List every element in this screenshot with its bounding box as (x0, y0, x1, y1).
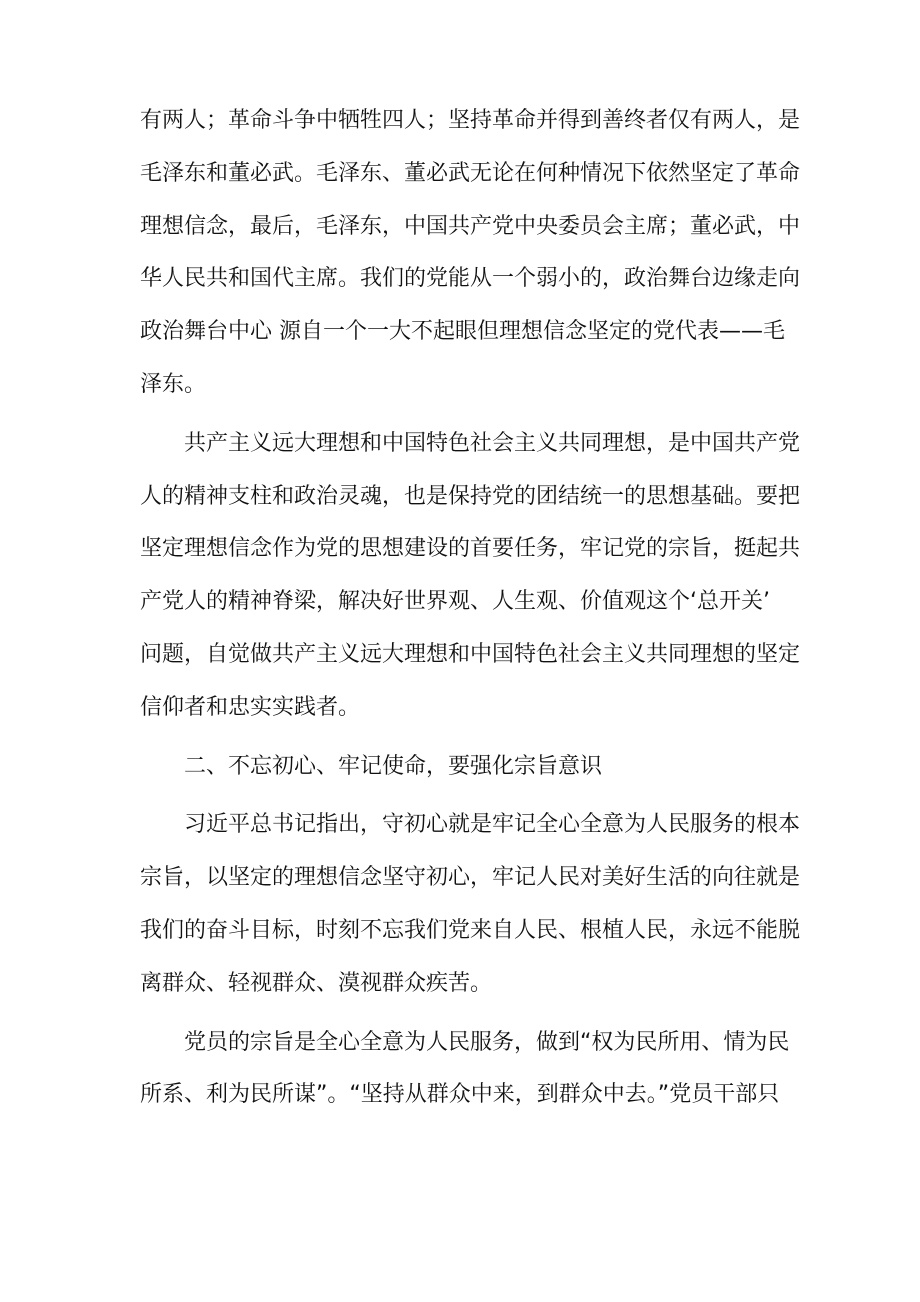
text-line: 宗旨，以坚定的理想信念坚守初心，牢记人民对美好生活的向往就是 (140, 865, 801, 891)
text-line: 离群众、轻视群众、漠视群众疾苦。 (140, 970, 493, 996)
paragraph-1 (140, 95, 801, 412)
text-line: 所系、利为民所谋”。“坚持从群众中来，到群众中去。”党员干部只 (140, 1082, 780, 1108)
text-line: 理想信念，最后，毛泽东，中国共产党中央委员会主席；董必武，中 (140, 213, 801, 239)
text-line: 问题，自觉做共产主义远大理想和中国特色社会主义共同理想的坚定 (140, 641, 801, 667)
text-line: 人的精神支柱和政治灵魂，也是保持党的团结统一的思想基础。要把 (140, 483, 801, 509)
text-line: 我们的奋斗目标，时刻不忘我们党来自人民、根植人民，永远不能脱 (140, 917, 801, 943)
text-line: 有两人；革命斗争中牺牲四人；坚持革命并得到善终者仅有两人，是 (140, 108, 801, 133)
text-line: 政治舞台中心 源自一个一大不起眼但理想信念坚定的党代表——毛 (140, 319, 785, 345)
document-body (140, 95, 801, 1122)
text-line: 泽东。 (140, 371, 207, 397)
text-line: 坚定理想信念作为党的思想建设的首要任务，牢记党的宗旨，挺起共 (140, 536, 801, 562)
text-line: 共产主义远大理想和中国特色社会主义共同理想，是中国共产党 (184, 430, 801, 456)
paragraph-3 (140, 799, 801, 1010)
text-line: 产党人的精神脊梁，解决好世界观、人生观、价值观这个‘总开关’ (140, 589, 770, 615)
paragraph-4 (140, 1017, 790, 1123)
text-line: 党员的宗旨是全心全意为人民服务，做到“权为民所用、情为民 (184, 1029, 790, 1055)
section-heading (140, 741, 790, 794)
heading-line: 二、不忘初心、牢记使命，要强化宗旨意识 (184, 753, 603, 779)
text-line: 华人民共和国代主席。我们的党能从一个弱小的，政治舞台边缘走向 (140, 266, 801, 292)
text-line: 毛泽东和董必武。毛泽东、董必武无论在何种情况下依然坚定了革命 (140, 160, 801, 186)
paragraph-2 (140, 418, 801, 735)
text-line: 信仰者和忠实实践者。 (140, 694, 361, 720)
text-line: 习近平总书记指出，守初心就是牢记全心全意为人民服务的根本 (184, 812, 801, 838)
